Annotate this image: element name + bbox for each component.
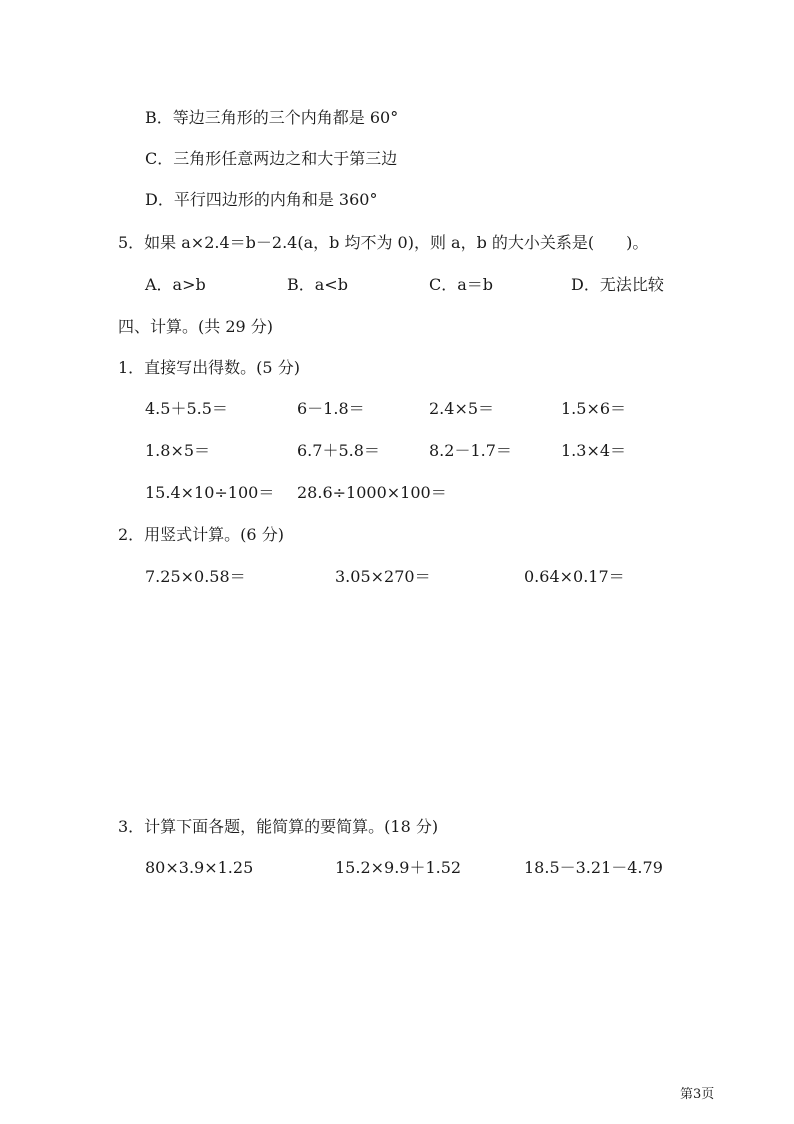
question-5-option-d: D．无法比较	[571, 275, 664, 294]
q3-item: 15.2×9.9＋1.52	[335, 858, 462, 877]
q1-row3-item: 28.6÷1000×100＝	[297, 483, 447, 502]
q3-item: 18.5－3.21－4.79	[524, 858, 663, 877]
q1-row1-item: 4.5＋5.5＝	[145, 399, 228, 418]
q2-title: 2．用竖式计算。(6 分)	[118, 525, 284, 544]
question-5-stem: 5．如果 a×2.4＝b－2.4(a，b 均不为 0)，则 a，b 的大小关系是( )。	[118, 233, 649, 252]
option-c: C．三角形任意两边之和大于第三边	[145, 149, 398, 168]
q1-row1-item: 1.5×6＝	[561, 399, 627, 418]
q1-row1-item: 2.4×5＝	[429, 399, 495, 418]
q3-item: 80×3.9×1.25	[145, 858, 254, 877]
q1-row2-item: 1.3×4＝	[561, 441, 627, 460]
page-number: 第3页	[680, 1087, 715, 1102]
q1-title: 1．直接写出得数。(5 分)	[118, 358, 300, 377]
option-d: D．平行四边形的内角和是 360°	[145, 190, 378, 209]
q2-item: 7.25×0.58＝	[145, 567, 246, 586]
q2-item: 0.64×0.17＝	[524, 567, 625, 586]
question-5-option-b: B．a<b	[287, 275, 348, 294]
question-5-option-a: A．a>b	[145, 275, 206, 294]
q1-row3-item: 15.4×10÷100＝	[145, 483, 275, 502]
q1-row2-item: 6.7＋5.8＝	[297, 441, 380, 460]
question-5-option-c: C．a＝b	[429, 275, 494, 294]
q1-row1-item: 6－1.8＝	[297, 399, 365, 418]
q3-title: 3．计算下面各题，能简算的要简算。(18 分)	[118, 817, 439, 836]
q1-row2-item: 8.2－1.7＝	[429, 441, 512, 460]
section-4-title: 四、计算。(共 29 分)	[118, 317, 274, 336]
q2-item: 3.05×270＝	[335, 567, 431, 586]
q1-row2-item: 1.8×5＝	[145, 441, 211, 460]
option-b: B．等边三角形的三个内角都是 60°	[145, 108, 399, 127]
